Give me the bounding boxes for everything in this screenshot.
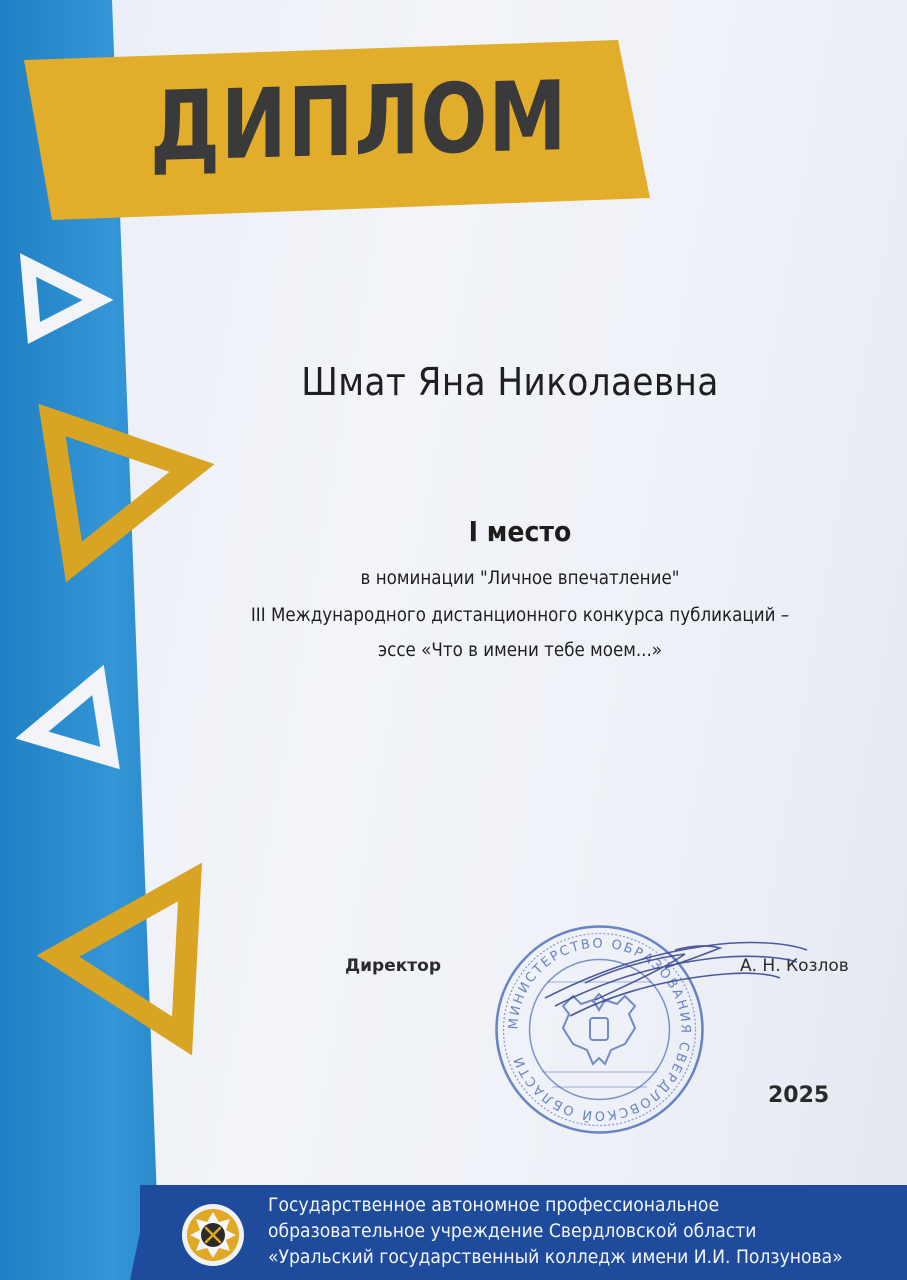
triangle-icon: [52, 420, 192, 562]
svg-text:МИНИСТЕРСТВО ОБРАЗОВАНИЯ СВЕРД: МИНИСТЕРСТВО ОБРАЗОВАНИЯ СВЕРДЛОВСКОЙ ОБЛАСТИ: [506, 936, 693, 1123]
institution-line-1: Государственное автономное профессиональное: [268, 1195, 720, 1216]
triangle-icon: [28, 265, 98, 333]
essay-line: эссе «Что в имени тебе моем...»: [377, 639, 663, 661]
institution-line-2: образовательное учреждение Свердловской области: [268, 1221, 757, 1242]
signature-title: Директор: [345, 956, 441, 976]
institution-line-3: «Уральский государственный колледж имени И.И. Ползунова»: [268, 1247, 843, 1268]
college-logo-icon: [180, 1202, 246, 1268]
contest-line: III Международного дистанционного конкурса публикаций –: [250, 604, 790, 626]
institution-name: [268, 1193, 863, 1271]
decorative-triangles: [0, 0, 260, 1100]
nomination-line: в номинации "Личное впечатление": [360, 567, 680, 589]
place-heading: I место: [468, 515, 572, 548]
triangle-icon: [32, 680, 110, 758]
director-signature: [515, 928, 815, 1038]
signer-name: А. Н. Козлов: [740, 956, 849, 976]
diploma-title: ДИПЛОМ: [150, 60, 568, 183]
year: 2025: [768, 1083, 830, 1108]
recipient-name: Шмат Яна Николаевна: [301, 360, 719, 404]
triangle-icon: [58, 882, 190, 1036]
